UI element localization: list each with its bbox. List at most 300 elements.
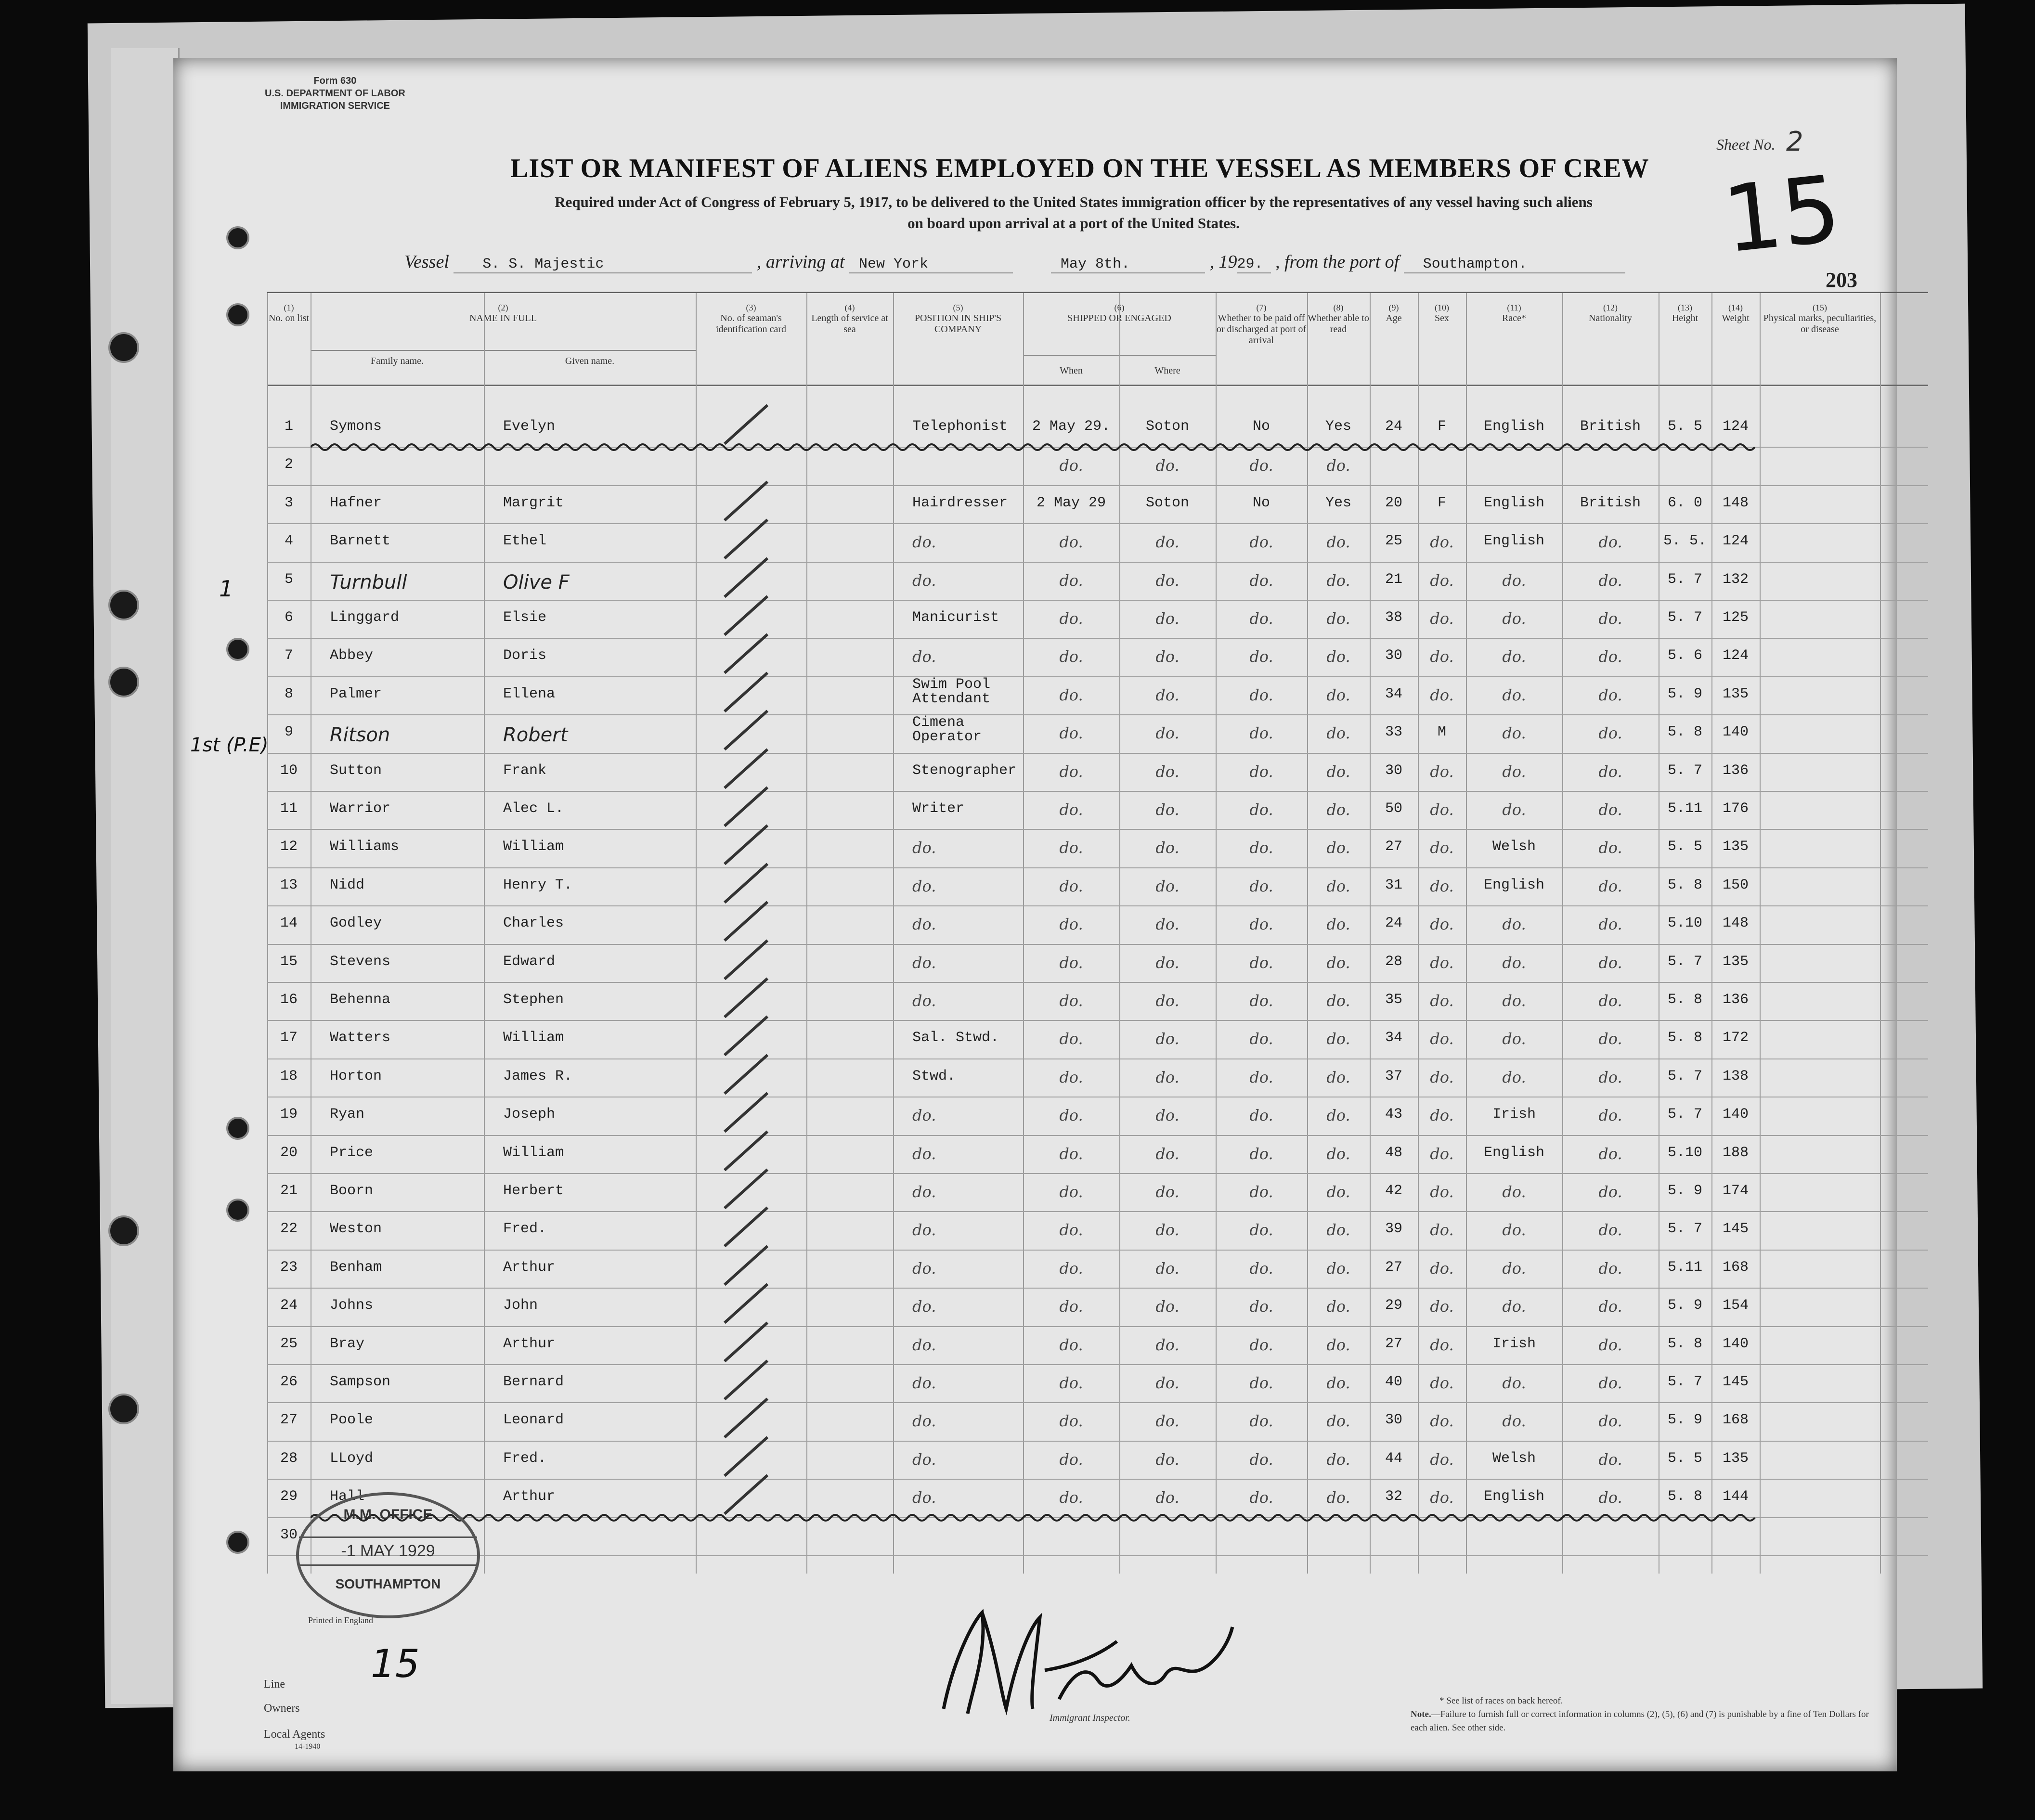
cell-weight: 135 [1722, 839, 1749, 855]
cell-race: Irish [1492, 1106, 1536, 1123]
cell-age: 27 [1385, 1335, 1402, 1352]
cell-paid: do. [1249, 1450, 1273, 1469]
cell-nationality: do. [1598, 877, 1622, 895]
punch-hole-icon [226, 1199, 249, 1222]
check-mark-icon [724, 1092, 768, 1133]
cell-paid: do. [1249, 992, 1273, 1010]
cell-read: do. [1326, 1144, 1350, 1163]
cell-no: 4 [284, 533, 293, 550]
cell-race: do. [1502, 915, 1526, 934]
cell-age: 38 [1385, 609, 1402, 626]
cell-sex: do. [1430, 877, 1454, 895]
cell-family: Ryan [330, 1106, 365, 1123]
cell-sex: do. [1430, 1297, 1454, 1316]
cell-height: 5. 7 [1667, 762, 1702, 779]
table-row-rule [267, 638, 1928, 639]
cell-read: do. [1326, 1183, 1350, 1201]
check-mark-icon [724, 1130, 768, 1171]
check-mark-icon [724, 595, 768, 636]
cell-when: do. [1059, 953, 1083, 972]
check-mark-icon [724, 786, 768, 827]
cell-position: do. [912, 1297, 936, 1316]
cell-read: do. [1326, 992, 1350, 1010]
table-row-rule [267, 905, 1928, 906]
cell-where: Soton [1145, 418, 1189, 435]
cell-race: Irish [1492, 1335, 1536, 1352]
header-height: (13) Height [1659, 293, 1712, 385]
cell-height: 5.10 [1667, 915, 1702, 932]
cell-race: do. [1502, 1259, 1526, 1278]
cell-sex: do. [1430, 647, 1454, 666]
header-family-name: Family name. [371, 356, 424, 366]
header-no-on-list: (1) No. on list [267, 293, 311, 385]
check-mark-icon [724, 1207, 768, 1248]
cell-weight: 145 [1722, 1221, 1749, 1238]
cell-when: do. [1059, 533, 1083, 552]
cell-height: 5.11 [1667, 800, 1702, 817]
table-row-rule [267, 1326, 1928, 1327]
cell-weight: 168 [1722, 1259, 1749, 1276]
cell-nationality: do. [1598, 1259, 1622, 1278]
cell-no: 15 [280, 953, 298, 970]
cell-family: Stevens [330, 953, 391, 970]
cell-age: 42 [1385, 1183, 1402, 1199]
subtitle-line-1: Required under Act of Congress of February 5, 1917, to be delivered to the United States immigration officer by the representatives of any vessel having such aliens [555, 194, 1593, 210]
header-name-in-full: (2) NAME IN FULL Family name. Given name. [311, 293, 697, 385]
cell-when: do. [1059, 1488, 1083, 1507]
cell-nationality: do. [1598, 1412, 1622, 1431]
cell-position: do. [912, 1450, 936, 1469]
table-row-rule [267, 714, 1928, 715]
cell-family: Barnett [330, 533, 391, 550]
cell-where: do. [1155, 1221, 1180, 1239]
cell-height: 5. 7 [1667, 1068, 1702, 1084]
cell-given: Robert [503, 724, 568, 747]
cell-read: do. [1326, 685, 1350, 704]
cell-when: do. [1059, 915, 1083, 934]
cell-sex: do. [1430, 1488, 1454, 1507]
cell-where: do. [1155, 1374, 1180, 1392]
stamp-office: M.M. OFFICE [343, 1507, 433, 1523]
cell-paid: do. [1249, 724, 1273, 743]
cell-height: 5. 9 [1667, 1297, 1702, 1314]
check-mark-icon [724, 1016, 768, 1057]
cell-weight: 174 [1722, 1183, 1749, 1199]
cell-nationality: do. [1598, 992, 1622, 1010]
cell-no: 5 [284, 571, 293, 588]
cell-where: do. [1155, 724, 1180, 743]
cell-no: 24 [280, 1297, 298, 1314]
cell-nationality: do. [1598, 953, 1622, 972]
arrival-date: May 8th. [1051, 256, 1205, 273]
cell-family: Williams [330, 839, 400, 855]
header-physical-marks: (15) Physical marks, peculiarities, or disease [1760, 293, 1881, 385]
cell-read: Yes [1325, 494, 1351, 511]
cell-position: do. [912, 571, 936, 590]
cell-given: Doris [503, 647, 547, 664]
cell-position: do. [912, 953, 936, 972]
cell-where: do. [1155, 609, 1180, 628]
cell-position: do. [912, 1374, 936, 1392]
cell-position: do. [912, 647, 936, 666]
cell-paid: do. [1249, 915, 1273, 934]
cell-weight: 132 [1722, 571, 1749, 588]
punch-hole-icon [108, 332, 139, 363]
cell-age: 43 [1385, 1106, 1402, 1123]
cell-paid: do. [1249, 1297, 1273, 1316]
cell-sex: do. [1430, 762, 1454, 781]
cell-age: 31 [1385, 877, 1402, 893]
cell-family: Price [330, 1144, 374, 1161]
cell-height: 5. 8 [1667, 877, 1702, 893]
cell-sex: do. [1430, 685, 1454, 704]
cell-nationality: British [1580, 494, 1641, 511]
cell-sex: F [1437, 494, 1446, 511]
cell-weight: 140 [1722, 1335, 1749, 1352]
cell-paid: do. [1249, 1068, 1273, 1086]
cell-family: Hall [330, 1488, 365, 1505]
cell-when: 2 May 29 [1036, 494, 1106, 511]
from-label: , from the port of [1275, 252, 1400, 272]
cell-family: Benham [330, 1259, 382, 1276]
cell-age: 24 [1385, 418, 1402, 435]
cell-when: do. [1059, 724, 1083, 743]
cell-paid: do. [1249, 1488, 1273, 1507]
cell-read: do. [1326, 1335, 1350, 1354]
cell-weight: 168 [1722, 1412, 1749, 1429]
header-shipped-engaged: (6) SHIPPED OR ENGAGED When Where [1023, 293, 1217, 385]
table-row-rule [267, 1020, 1928, 1021]
cell-where: do. [1155, 456, 1180, 475]
cell-race: do. [1502, 1297, 1526, 1316]
cell-weight: 135 [1722, 685, 1749, 702]
cell-read: do. [1326, 533, 1350, 552]
cell-read: do. [1326, 1488, 1350, 1507]
cell-position: do. [912, 1144, 936, 1163]
cell-where: do. [1155, 1488, 1180, 1507]
cell-read: do. [1326, 915, 1350, 934]
cell-height: 5. 7 [1667, 1221, 1702, 1238]
cell-age: 29 [1385, 1297, 1402, 1314]
cell-given: Bernard [503, 1374, 564, 1390]
table-row-rule [267, 867, 1928, 868]
check-mark-icon [724, 1245, 768, 1286]
cell-where: do. [1155, 915, 1180, 934]
cell-where: Soton [1145, 494, 1189, 511]
cell-race: English [1483, 1144, 1545, 1161]
cell-height: 5.10 [1667, 1144, 1702, 1161]
cell-given: Evelyn [503, 418, 556, 435]
table-row-rule [267, 1250, 1928, 1251]
sheet-number-value: 2 [1786, 126, 1803, 157]
header-race: (11) Race* [1466, 293, 1563, 385]
cell-family: Symons [330, 418, 382, 435]
cell-age: 27 [1385, 1259, 1402, 1276]
cell-height: 5. 8 [1667, 1335, 1702, 1352]
cell-race: English [1483, 418, 1545, 435]
cell-paid: No [1252, 418, 1270, 435]
cell-weight: 135 [1722, 1450, 1749, 1467]
cell-given: Elsie [503, 609, 547, 626]
cell-paid: do. [1249, 1106, 1273, 1125]
cell-position: Cimena Operator [912, 714, 982, 746]
table-row-rule [267, 1555, 1928, 1556]
cell-sex: do. [1430, 1030, 1454, 1048]
cell-sex: do. [1430, 992, 1454, 1010]
cell-family: Warrior [330, 800, 391, 817]
subtitle-line-2: on board upon arrival at a port of the United States. [907, 215, 1240, 232]
cell-family: Abbey [330, 647, 374, 664]
cell-read: Yes [1325, 418, 1351, 435]
cell-weight: 124 [1722, 647, 1749, 664]
cell-no: 27 [280, 1412, 298, 1429]
header-nationality: (12) Nationality [1562, 293, 1659, 385]
cell-height: 5. 8 [1667, 1030, 1702, 1046]
cell-given: Herbert [503, 1183, 564, 1199]
form-identifier [265, 75, 405, 112]
cell-read: do. [1326, 839, 1350, 857]
cell-where: do. [1155, 1259, 1180, 1278]
cell-race: do. [1502, 1030, 1526, 1048]
cell-height: 5. 9 [1667, 1412, 1702, 1429]
cell-age: 35 [1385, 992, 1402, 1008]
cell-read: do. [1326, 1297, 1350, 1316]
cell-position: Telephonist [912, 418, 1008, 435]
cell-weight: 125 [1722, 609, 1749, 626]
cell-when: do. [1059, 1183, 1083, 1201]
cell-when: do. [1059, 1297, 1083, 1316]
cell-paid: do. [1249, 609, 1273, 628]
cell-sex: do. [1430, 800, 1454, 819]
cell-given: Leonard [503, 1412, 564, 1429]
cell-age: 25 [1385, 533, 1402, 550]
cell-no: 11 [280, 800, 298, 817]
cell-sex: do. [1430, 953, 1454, 972]
cell-where: do. [1155, 647, 1180, 666]
cell-given: Arthur [503, 1335, 556, 1352]
cell-where: do. [1155, 1144, 1180, 1163]
cell-given: Ellena [503, 685, 556, 702]
cell-no: 8 [284, 685, 293, 702]
cell-when: do. [1059, 571, 1083, 590]
cell-when: do. [1059, 877, 1083, 895]
check-mark-icon [724, 633, 768, 674]
punch-hole-icon [226, 1117, 249, 1140]
cell-read: do. [1326, 762, 1350, 781]
cell-read: do. [1326, 1259, 1350, 1278]
header-paid-off: (7) Whether to be paid off or discharged at port of arrival [1216, 293, 1308, 385]
inspector-signature [915, 1584, 1252, 1723]
punch-hole-icon [108, 667, 139, 697]
cell-sex: do. [1430, 533, 1454, 552]
cell-position: do. [912, 1412, 936, 1431]
cell-paid: do. [1249, 571, 1273, 590]
cancel-wavy-line [311, 440, 1971, 454]
check-mark-icon [724, 1398, 768, 1439]
cell-sex: F [1437, 418, 1446, 435]
cell-read: do. [1326, 724, 1350, 743]
cell-nationality: do. [1598, 915, 1622, 934]
cell-no: 2 [284, 456, 293, 473]
voyage-line [404, 251, 1625, 273]
cell-height: 6. 0 [1667, 494, 1702, 511]
cell-age: 40 [1385, 1374, 1402, 1390]
header-weight: (14) Weight [1711, 293, 1761, 385]
cell-where: do. [1155, 685, 1180, 704]
cell-sex: M [1437, 724, 1446, 741]
footnotes [1411, 1694, 1882, 1735]
cell-read: do. [1326, 609, 1350, 628]
cell-no: 20 [280, 1144, 298, 1161]
cell-race: do. [1502, 762, 1526, 781]
cell-where: do. [1155, 953, 1180, 972]
cell-given: Charles [503, 915, 564, 932]
arriving-label: , arriving at [756, 252, 845, 272]
check-mark-icon [724, 671, 768, 712]
check-mark-icon [724, 825, 768, 865]
cell-given: John [503, 1297, 538, 1314]
cell-family: Weston [330, 1221, 382, 1238]
cell-where: do. [1155, 762, 1180, 781]
cell-no: 19 [280, 1106, 298, 1123]
arrival-port: New York [849, 256, 1013, 273]
cell-where: do. [1155, 839, 1180, 857]
cell-where: do. [1155, 1335, 1180, 1354]
cell-weight: 136 [1722, 762, 1749, 779]
cell-read: do. [1326, 1068, 1350, 1086]
cell-height: 5. 9 [1667, 685, 1702, 702]
cell-weight: 124 [1722, 418, 1749, 435]
cell-race: do. [1502, 685, 1526, 704]
cell-nationality: do. [1598, 1183, 1622, 1201]
cell-position: do. [912, 1183, 936, 1201]
cell-weight: 124 [1722, 533, 1749, 550]
cell-age: 24 [1385, 915, 1402, 932]
cell-paid: do. [1249, 1335, 1273, 1354]
cell-given: Ethel [503, 533, 547, 550]
cell-position: do. [912, 915, 936, 934]
cell-family: Sutton [330, 762, 382, 779]
cell-height: 5. 8 [1667, 992, 1702, 1008]
sheet-handwritten-number: 15 [1718, 155, 1845, 274]
cell-sex: do. [1430, 1335, 1454, 1354]
check-mark-icon [724, 977, 768, 1018]
header-where: Where [1154, 365, 1180, 376]
cell-read: do. [1326, 647, 1350, 666]
table-row-rule [267, 600, 1928, 601]
cell-given: Fred. [503, 1450, 547, 1467]
department-name: U.S. DEPARTMENT OF LABOR [265, 88, 405, 99]
punch-hole-icon [226, 1531, 249, 1554]
cell-family: Palmer [330, 685, 382, 702]
cell-no: 6 [284, 609, 293, 626]
note-label: Note. [1411, 1709, 1431, 1719]
cell-height: 5. 7 [1667, 609, 1702, 626]
table-row-rule [267, 1364, 1928, 1365]
cell-nationality: do. [1598, 685, 1622, 704]
cell-family: Horton [330, 1068, 382, 1084]
cell-read: do. [1326, 1374, 1350, 1392]
vessel-label: Vessel [404, 252, 449, 272]
cell-given: William [503, 1030, 564, 1046]
cell-sex: do. [1430, 839, 1454, 857]
cell-race: English [1483, 877, 1545, 893]
cell-paid: do. [1249, 1030, 1273, 1048]
cell-age: 34 [1385, 1030, 1402, 1046]
cell-no: 9 [284, 724, 293, 741]
cell-nationality: do. [1598, 1450, 1622, 1469]
cell-paid: do. [1249, 1259, 1273, 1278]
cell-family: Bray [330, 1335, 365, 1352]
cell-family: Boorn [330, 1183, 374, 1199]
cell-weight: 172 [1722, 1030, 1749, 1046]
cell-race: do. [1502, 1183, 1526, 1201]
cell-race: English [1483, 1488, 1545, 1505]
cell-no: 17 [280, 1030, 298, 1046]
footer-agents-label: Local Agents [264, 1728, 325, 1741]
cell-nationality: do. [1598, 647, 1622, 666]
cell-no: 18 [280, 1068, 298, 1084]
header-id-card: (3) No. of seaman's identification card [696, 293, 807, 385]
cell-when: do. [1059, 1450, 1083, 1469]
cell-nationality: do. [1598, 1297, 1622, 1316]
table-row-rule [267, 562, 1928, 563]
cell-sex: do. [1430, 1144, 1454, 1163]
cell-paid: do. [1249, 456, 1273, 475]
cell-read: do. [1326, 1030, 1350, 1048]
footer-line-label: Line [264, 1678, 285, 1691]
cell-when: do. [1059, 1106, 1083, 1125]
header-age: (9) Age [1370, 293, 1419, 385]
table-row-rule [267, 1288, 1928, 1289]
cell-no: 29 [280, 1488, 298, 1505]
cell-family: Ritson [330, 724, 390, 747]
punch-hole-icon [108, 1394, 139, 1424]
header-position: (5) POSITION IN SHIP'S COMPANY [893, 293, 1024, 385]
cell-family: Sampson [330, 1374, 391, 1390]
cell-no: 30 [280, 1526, 298, 1543]
cell-where: do. [1155, 1030, 1180, 1048]
race-footnote: * See list of races on back hereof. [1439, 1696, 1563, 1706]
cell-no: 1 [284, 418, 293, 435]
cell-position: Stwd. [912, 1068, 956, 1084]
cell-nationality: do. [1598, 1335, 1622, 1354]
cell-no: 14 [280, 915, 298, 932]
cell-family: Johns [330, 1297, 374, 1314]
cell-position: do. [912, 992, 936, 1010]
cell-paid: do. [1249, 1374, 1273, 1392]
cell-weight: 188 [1722, 1144, 1749, 1161]
cell-when: do. [1059, 1259, 1083, 1278]
cell-height: 5. 8 [1667, 1488, 1702, 1505]
cell-nationality: do. [1598, 1221, 1622, 1239]
cell-no: 13 [280, 877, 298, 893]
cell-given: William [503, 839, 564, 855]
cell-race: do. [1502, 571, 1526, 590]
cell-nationality: do. [1598, 1374, 1622, 1392]
cell-when: do. [1059, 609, 1083, 628]
check-mark-icon [724, 901, 768, 942]
cell-age: 27 [1385, 839, 1402, 855]
cell-paid: do. [1249, 800, 1273, 819]
punch-hole-icon [108, 1215, 139, 1246]
cell-sex: do. [1430, 1221, 1454, 1239]
cell-sex: do. [1430, 1183, 1454, 1201]
cell-read: do. [1326, 877, 1350, 895]
cell-given: James R. [503, 1068, 573, 1084]
punch-hole-icon [108, 590, 139, 620]
cell-when: do. [1059, 1144, 1083, 1163]
